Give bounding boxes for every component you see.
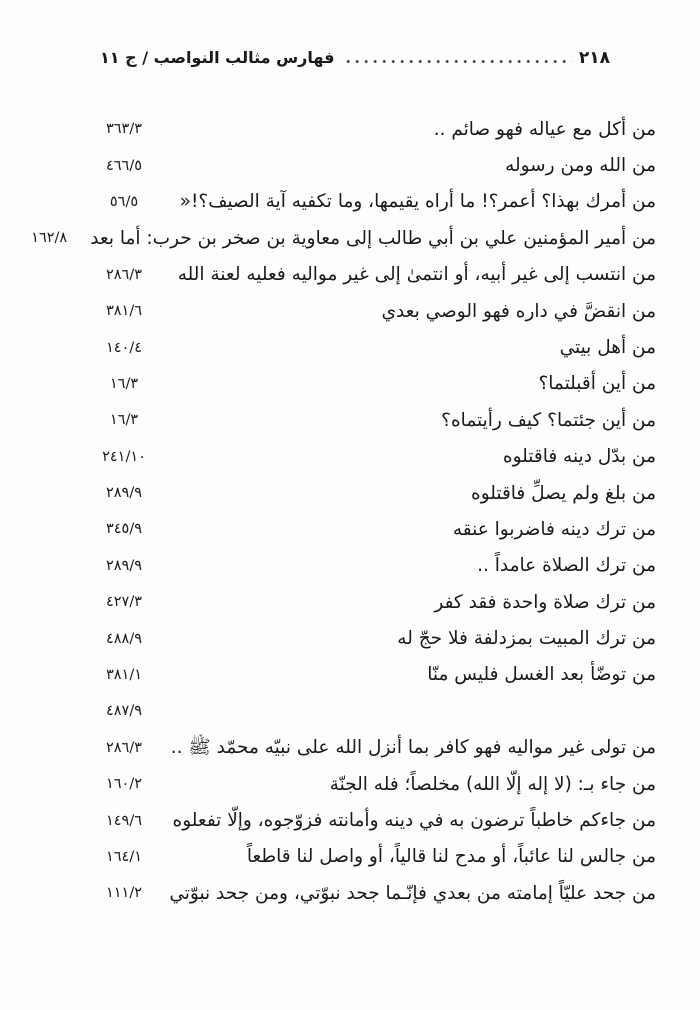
- index-entry-row: [95, 766, 656, 802]
- entry-text: من بدّل دينه فاقتلوه: [502, 446, 656, 468]
- entry-text: من جحد عليّاً إمامته من بعدي فإنّـما جحد نبوّتي، ومن جحد نبوّتي: [169, 882, 656, 904]
- entry-page-ref: ١٦٠/٢: [105, 776, 143, 793]
- entry-page-ref: ٤٦٦/٥: [105, 157, 143, 174]
- entry-text: من انقضَّ في داره فهو الوصي بعدي: [381, 300, 656, 322]
- index-entry-row: [95, 147, 656, 183]
- index-entry-row: [95, 875, 656, 911]
- index-entry-row: [95, 402, 656, 438]
- index-entry-row: [95, 111, 656, 147]
- index-entry-row: [95, 584, 656, 620]
- index-entry-row: [95, 439, 656, 475]
- entry-text: من بلغ ولم يصلِّ فاقتلوه: [471, 482, 656, 504]
- page-number: ٢١٨: [578, 48, 610, 68]
- page-header: [100, 48, 610, 68]
- index-entry-row: [95, 730, 656, 766]
- entry-text: من تولى غير مواليه فهو كافر بما أنزل الله على نبيّه محمّد ﷺ ..: [170, 737, 656, 759]
- index-entry-row: [95, 293, 656, 329]
- entry-page-ref: ١٦٢/٨: [31, 230, 68, 247]
- index-list: [31, 111, 656, 912]
- entry-text: من ترك المبيت بمزدلفة فلا حجّ له: [397, 628, 656, 650]
- entry-page-ref: ٤٨٨/٩: [105, 630, 143, 647]
- index-entry-row: [95, 329, 656, 365]
- entry-page-ref: ٤٨٧/٩: [105, 703, 143, 720]
- entry-page-ref: ٢٨٦/٣: [105, 266, 143, 283]
- entry-text: من جاءكم خاطباً ترضون به في دينه وأمانته فزوّجوه، وإلّا تفعلوه: [172, 810, 656, 832]
- index-entry-row: [95, 511, 656, 547]
- entry-text: من جالس لنا عائباً، أو مدح لنا قالياً، أو واصل لنا قاطعاً: [246, 846, 656, 868]
- entry-text: من انتسب إلى غير أبيه، أو انتمىٰ إلى غير مواليه فعليه لعنة الله: [177, 264, 656, 286]
- dot-leader: [341, 56, 571, 67]
- index-entry-row: [95, 802, 656, 838]
- index-entry-row: [95, 657, 656, 693]
- index-entry-row: [95, 693, 656, 729]
- entry-text: من أين أقبلتما؟: [538, 373, 656, 395]
- entry-page-ref: ٣٨١/١: [105, 667, 143, 684]
- index-entry-row: [31, 220, 656, 256]
- entry-page-ref: ٢٤١/١٠: [102, 448, 146, 465]
- entry-text: من أهل بيتي: [559, 336, 656, 358]
- entry-page-ref: ٣٦٣/٣: [105, 121, 143, 138]
- entry-text: من ترك صلاة واحدة فقد كفر: [434, 591, 656, 613]
- entry-text: من ترك الصلاة عامداً ..: [477, 555, 656, 577]
- entry-page-ref: ٥٦/٥: [109, 193, 139, 210]
- entry-text: من جاء بـ: (لا إله إلّا الله) مخلصاً؛ فله الجنّة: [329, 773, 656, 795]
- entry-text: من الله ومن رسوله: [505, 155, 656, 177]
- entry-page-ref: ٤٢٧/٣: [105, 594, 143, 611]
- index-entry-row: [95, 184, 656, 220]
- entry-page-ref: ١٦/٣: [109, 412, 139, 429]
- index-entry-row: [95, 475, 656, 511]
- entry-page-ref: ٢٨٩/٩: [105, 557, 143, 574]
- index-entry-row: [95, 366, 656, 402]
- entry-page-ref: ١٤٠/٤: [105, 339, 143, 356]
- entry-page-ref: ٢٨٩/٩: [105, 485, 143, 502]
- index-entry-row: [95, 620, 656, 656]
- entry-page-ref: ٢٨٦/٣: [105, 739, 143, 756]
- index-entry-row: [95, 548, 656, 584]
- entry-text: من أمرك بهذا؟ أعمر؟! ما أراه يقيمها، وما تكفيه آية الصيف؟!«: [179, 191, 656, 213]
- entry-page-ref: ١٤٩/٦: [105, 812, 143, 829]
- entry-text: من أكل مع عياله فهو صائم ..: [433, 118, 656, 140]
- index-entry-row: [95, 257, 656, 293]
- entry-page-ref: ٣٤٥/٩: [105, 521, 143, 538]
- running-title: فهارس مثالب النواصب / ج ١١: [100, 48, 335, 67]
- entry-text: من توضّأ بعد الغسل فليس منّا: [427, 664, 656, 686]
- entry-text: من أمير المؤمنين علي بن أبي طالب إلى معاوية بن صخر بن حرب: أما بعد: [90, 227, 656, 249]
- entry-page-ref: ١١١/٢: [105, 885, 143, 902]
- entry-text: من ترك دينه فاضربوا عنقه: [452, 518, 656, 540]
- index-entry-row: [95, 839, 656, 875]
- entry-page-ref: ١٦٤/١: [105, 849, 143, 865]
- entry-page-ref: ٣٨١/٦: [105, 303, 143, 320]
- entry-page-ref: ١٦/٣: [109, 375, 139, 392]
- entry-text: من أين جئتما؟ كيف رأيتماه؟: [441, 409, 656, 431]
